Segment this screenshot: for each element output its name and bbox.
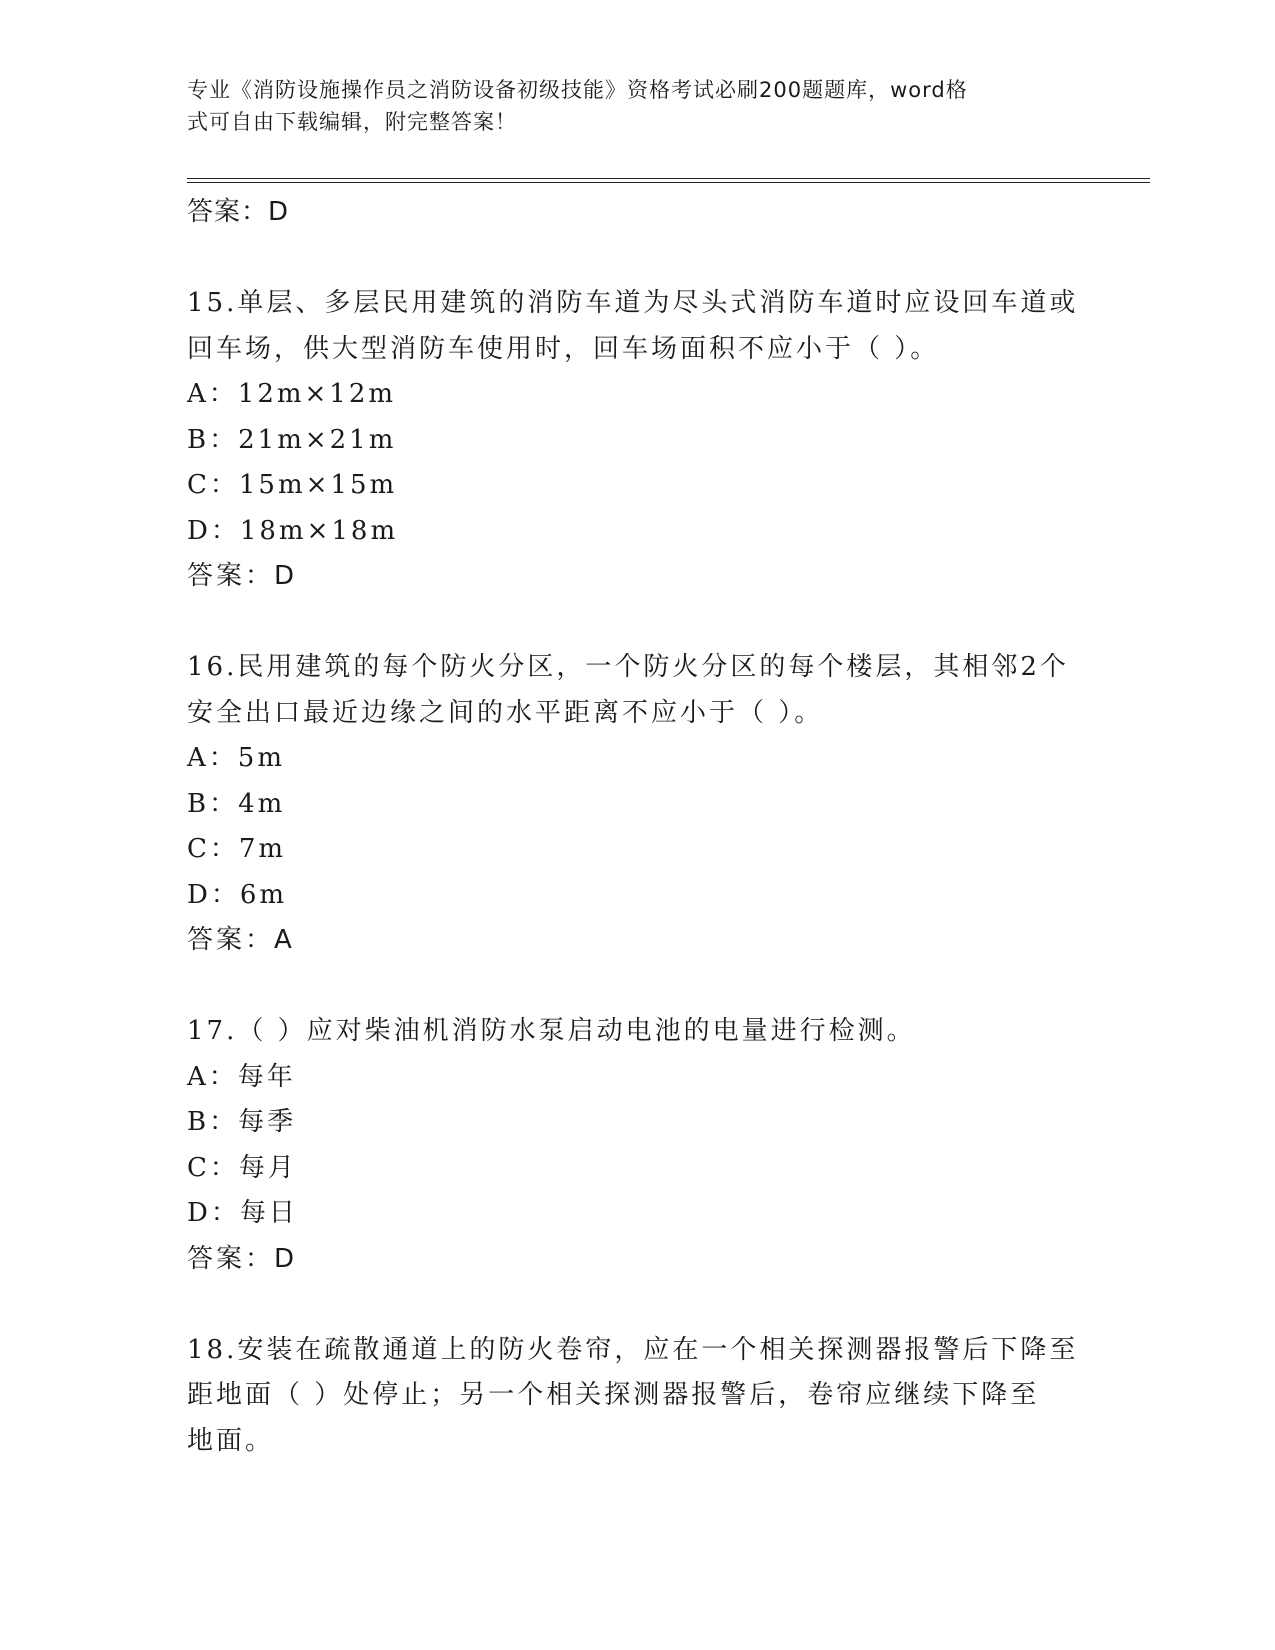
spacer [187, 964, 1087, 1010]
option-a: A：12m×12m [187, 379, 397, 409]
answer: 答案：D [187, 561, 298, 591]
question-stem-line: 16.民用建筑的每个防火分区，一个防火分区的每个楼层，其相邻2个 [187, 652, 1069, 682]
document-header [187, 74, 1067, 138]
header-line-2: 式可自由下载编辑，附完整答案！ [187, 110, 517, 134]
header-rule-bottom [187, 182, 1150, 183]
question-15 [187, 281, 1087, 600]
previous-answer: 答案：D [187, 197, 290, 227]
document-body [187, 190, 1087, 1464]
question-stem-line: 距地面（ ）处停止；另一个相关探测器报警后，卷帘应继续下降至 [187, 1380, 1040, 1410]
answer: 答案：D [187, 1243, 298, 1274]
question-17 [187, 1009, 1087, 1282]
question-stem-line: 17.（ ）应对柴油机消防水泵启动电池的电量进行检测。 [187, 1016, 916, 1046]
option-b: B：每季 [187, 1107, 297, 1137]
option-d: D：6m [187, 879, 288, 910]
question-stem-line: 地面。 [187, 1425, 275, 1456]
spacer [187, 236, 1087, 282]
question-18 [187, 1328, 1087, 1465]
header-line-1: 专业《消防设施操作员之消防设备初级技能》资格考试必刷200题题库，word格 [187, 78, 968, 102]
question-stem-line: 15.单层、多层民用建筑的消防车道为尽头式消防车道时应设回车道或 [187, 288, 1079, 318]
header-rule-top [187, 178, 1150, 179]
option-c: C：15m×15m [187, 470, 398, 500]
spacer [187, 600, 1087, 646]
answer: 答案：A [187, 925, 295, 955]
question-16 [187, 645, 1087, 964]
spacer [187, 1282, 1087, 1328]
option-b: B：4m [187, 788, 286, 819]
question-stem-line: 18.安装在疏散通道上的防火卷帘，应在一个相关探测器报警后下降至 [187, 1334, 1079, 1365]
option-c: C：每月 [187, 1152, 297, 1183]
option-c: C：7m [187, 834, 287, 864]
option-d: D：每日 [187, 1198, 298, 1228]
question-stem-line: 安全出口最近边缘之间的水平距离不应小于（ ）。 [187, 697, 824, 728]
option-d: D：18m×18m [187, 515, 399, 546]
option-a: A：5m [187, 743, 285, 773]
option-a: A：每年 [187, 1061, 296, 1092]
question-stem-line: 回车场，供大型消防车使用时，回车场面积不应小于（ ）。 [187, 333, 940, 364]
option-b: B：21m×21m [187, 424, 397, 455]
